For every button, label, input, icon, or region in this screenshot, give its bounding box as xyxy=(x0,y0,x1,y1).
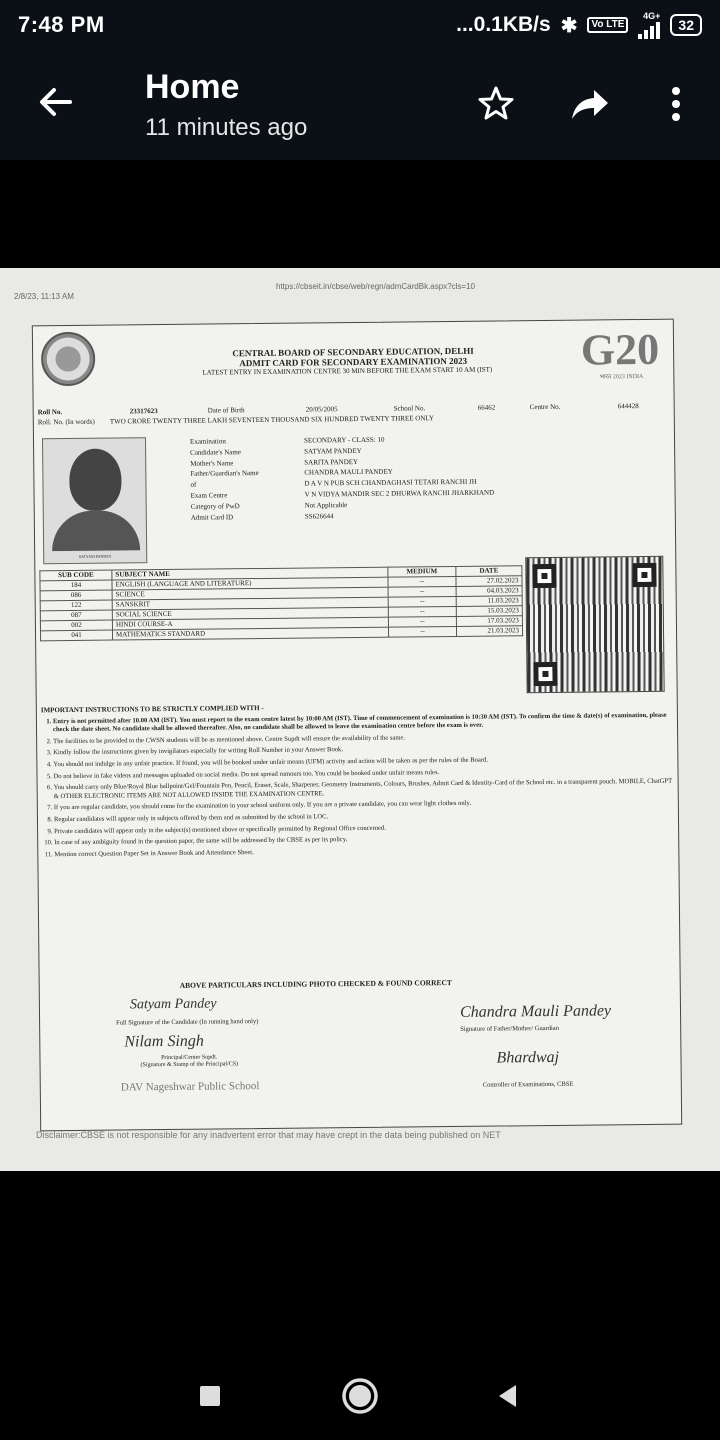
disclaimer: Disclaimer:CBSE is not responsible for any inadvertent error that may have crept in the data being published on NET xyxy=(36,1130,501,1140)
centre-label: Centre No. xyxy=(529,402,561,412)
instruction-item: 7. If you are regular candidate, you should come for the examination in your school uniform only. If you are a private candidate, you can wear light clothes only. xyxy=(54,798,674,813)
principal-caption: Principal/Center Supdt. (Signature & Stamp of the Principal/CS) xyxy=(140,1054,239,1069)
controller-signature: Bhardwaj xyxy=(496,1048,560,1067)
battery-icon: 32 xyxy=(670,14,702,36)
instruction-item: 3. Kindly follow the instructions given by invigilators especially for writing Roll Number in your Answer Book. xyxy=(53,743,673,758)
instruction-item: 1. Entry is not permitted after 10.00 AM (IST). You must report to the exam centre latest by 10:00 AM (IST). Time of commencement of examination is 10:30 AM (IST). To confirm the time & date(s) of examination, please check the date sheet. No candidate shall be allowed thereafter. Also, no candidate shall be allowed to leave the examination centre before the exam is over. xyxy=(53,711,673,735)
photo-caption: SATYAM PANDEY xyxy=(78,553,112,559)
subjects-table xyxy=(39,565,523,641)
status-right xyxy=(456,12,702,39)
instruction-item: 4. You should not indulge in any unfair practice. If found, you will be booked under unfair means (UFM) activity and action will be taken as per the rules of the Board. xyxy=(53,755,673,770)
qr-code xyxy=(525,556,664,693)
table-row: 041 MATHEMATICS STANDARD -- 21.03.2023 xyxy=(40,626,522,641)
page-url: https://cbseit.in/cbse/web/regn/admCardBk.aspx?cls=10 xyxy=(276,282,475,291)
father-signature: Chandra Mauli Pandey xyxy=(459,1002,612,1021)
status-time: 7:48 PM xyxy=(18,12,105,37)
father-signature-caption: Signature of Father/Mother/ Guardian xyxy=(460,1024,559,1033)
status-bar xyxy=(0,0,720,50)
image-viewer[interactable] xyxy=(0,160,720,1350)
board-heading: CENTRAL BOARD OF SECONDARY EDUCATION, DELHI xyxy=(232,345,474,359)
roll-words-label: Roll. No. (In words) xyxy=(37,417,95,427)
controller-caption: Controller of Examinations, CBSE xyxy=(482,1080,574,1089)
recents-square-icon[interactable] xyxy=(188,1374,232,1418)
app-bar xyxy=(0,50,720,160)
nav-bar xyxy=(0,1350,720,1440)
roll-value: 23317623 xyxy=(129,407,158,416)
signal-icon xyxy=(638,12,660,39)
g20-logo: G20 xyxy=(580,324,660,375)
detail-row: Candidate's Name SATYAM PANDEY xyxy=(190,446,362,457)
table-row: 184 ENGLISH (LANGUAGE AND LITERATURE) -- 27.02.2023 xyxy=(40,576,522,591)
candidate-details xyxy=(190,434,494,524)
dob-value: 20/05/2005 xyxy=(305,405,338,414)
star-icon[interactable] xyxy=(474,82,518,126)
qr-finder xyxy=(632,563,656,587)
dob-label: Date of Birth xyxy=(207,406,245,415)
candidate-photo xyxy=(42,437,147,564)
instructions-list xyxy=(41,711,674,859)
detail-row: Examination SECONDARY - CLASS: 10 xyxy=(189,435,385,446)
candidate-signature-caption: Full Signature of the Candidate (In running hand only) xyxy=(116,1018,259,1027)
back-triangle-icon[interactable] xyxy=(486,1374,530,1418)
browser-timestamp: 2/8/23, 11:13 AM xyxy=(14,292,74,301)
candidate-face xyxy=(69,448,122,511)
more-vert-icon[interactable] xyxy=(654,82,698,126)
particulars-checked: ABOVE PARTICULARS INCLUDING PHOTO CHECKED & FOUND CORRECT xyxy=(179,978,452,990)
detail-row: Father/Guardian's Name CHANDRA MAULI PANDEY xyxy=(190,468,393,479)
qr-finder xyxy=(533,662,557,686)
candidate-signature: Satyam Pandey xyxy=(129,996,217,1013)
page-subtitle: 11 minutes ago xyxy=(145,114,308,141)
instruction-item: 8. Regular candidates will appear only in subjects offered by them and as submitted by the school in LOC. xyxy=(54,810,674,825)
school-value: 66462 xyxy=(477,403,496,412)
net-speed: ...0.1KB/s xyxy=(456,13,551,36)
qr-finder xyxy=(532,564,556,588)
roll-words-value: TWO CRORE TWENTY THREE LAKH SEVENTEEN THOUSAND SIX HUNDRED TWENTY THREE ONLY xyxy=(109,414,435,426)
table-row: 086 SCIENCE -- 04.03.2023 xyxy=(40,586,522,601)
detail-row: Category of PwD Not Applicable xyxy=(190,500,348,511)
instruction-item: 5. Do not believe in fake videos and messages uploaded on social media. Do not spread rumours too. You could be booked under unfair means rules. xyxy=(53,766,673,781)
back-arrow-icon[interactable] xyxy=(34,80,78,124)
instructions-heading: IMPORTANT INSTRUCTIONS TO BE STRICTLY COMPLIED WITH - xyxy=(40,703,264,715)
school-label: School No. xyxy=(393,404,426,413)
detail-row: Mother's Name SARITA PANDEY xyxy=(190,457,359,468)
admit-card xyxy=(32,319,682,1132)
entry-notice: LATEST ENTRY IN EXAMINATION CENTRE 30 MIN BEFORE THE EXAM START 10 AM (IST) xyxy=(202,365,493,377)
instruction-item: 2. The facilities to be provided to the CWSN students will be as mentioned above. Centre Supdt will ensure the availability of the same. xyxy=(53,731,673,746)
instructions xyxy=(41,700,675,863)
share-icon[interactable] xyxy=(568,82,612,126)
centre-value: 644428 xyxy=(617,402,639,411)
table-row: 122 SANSKRIT -- 11.03.2023 xyxy=(40,596,522,611)
bluetooth-icon: ✱ xyxy=(560,14,578,37)
volte-badge: Vo LTE xyxy=(587,17,628,33)
page-title: Home xyxy=(145,68,240,106)
cbse-logo-icon xyxy=(41,332,96,387)
detail-row: of D A V N PUB SCH CHANDAGHASI TETARI RANCHI JH xyxy=(190,477,477,489)
roll-label: Roll No. xyxy=(37,408,63,417)
table-row: 002 HINDI COURSE-A -- 17.03.2023 xyxy=(40,616,522,631)
instruction-item: 10. In case of any ambiguity found in the question paper, the same will be addressed by the CBSE as per its policy. xyxy=(54,833,674,848)
g20-subtext: भारत 2023 INDIA xyxy=(599,373,644,381)
admit-card-heading: ADMIT CARD FOR SECONDARY EXAMINATION 2023 xyxy=(239,355,468,369)
home-circle-icon[interactable] xyxy=(338,1374,382,1418)
detail-row: Admit Card ID SS626644 xyxy=(190,511,334,522)
detail-row: Exam Centre V N VIDYA MANDIR SEC 2 DHURWA RANCHI JHARKHAND xyxy=(190,488,495,500)
instruction-item: 9. Private candidates will appear only in the subject(s) mentioned above or specifically permitted by Regional Office concerned. xyxy=(54,821,674,836)
network-type: 4G+ xyxy=(643,10,661,21)
admit-card-photo[interactable] xyxy=(0,268,720,1171)
table-header-row: SUB CODE SUBJECT NAME MEDIUM DATE xyxy=(40,566,522,581)
principal-signature: Nilam Singh xyxy=(124,1032,204,1051)
instruction-item: 11. Mention correct Question Paper Set in Answer Book and Attendance Sheet. xyxy=(54,844,674,859)
instruction-item: 6. You should carry only Blue/Royal Blue ballpoint/Gel/Fountain Pen, Pencil, Eraser, Scale, Sharpener, Geometry Instruments, Colours, Brushes, Admit Card & Identity-Card of the School etc. in a transparent pouch. MOBILE, ChatGPT & OTHER ELECTRONIC ITEMS ARE NOT ALLOWED INSIDE THE EXAMINATION CENTRE. xyxy=(54,778,674,802)
school-stamp: DAV Nageshwar Public School xyxy=(120,1080,260,1094)
roll-info-line xyxy=(37,402,672,417)
table-row: 087 SOCIAL SCIENCE -- 15.03.2023 xyxy=(40,606,522,621)
candidate-shoulders xyxy=(52,510,140,551)
